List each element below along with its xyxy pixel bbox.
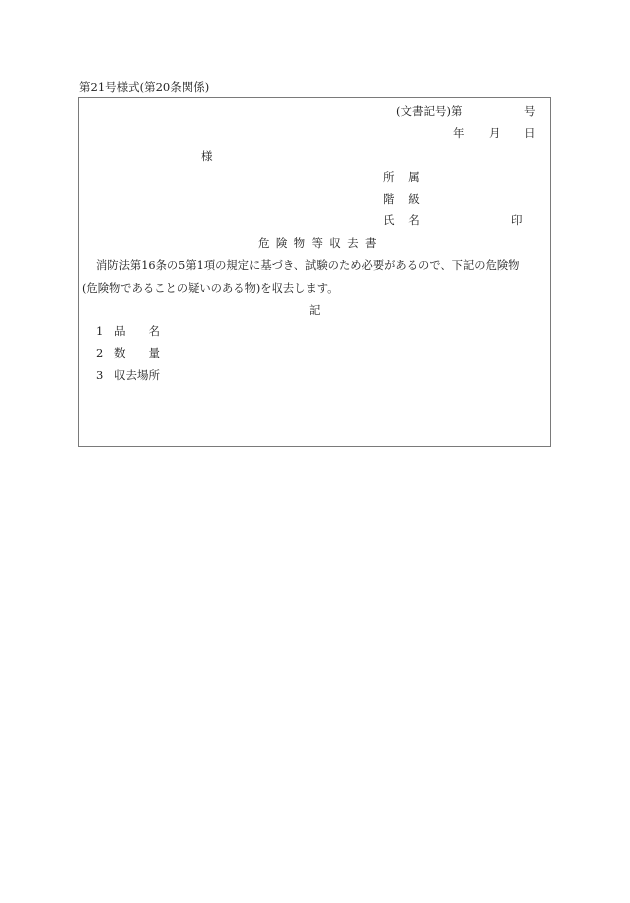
body-line-2: (危険物であることの疑いのある物)を収去します。 — [82, 282, 339, 295]
form-label: 第21号様式(第20条関係) — [79, 80, 210, 94]
body-line-1: 消防法第16条の5第1項の規定に基づき、試験のため必要があるので、下記の危険物 — [96, 259, 520, 272]
item-1-label: 品 名 — [114, 324, 160, 338]
affiliation-label: 所 属 — [383, 170, 421, 184]
rank-label: 階 級 — [383, 192, 421, 206]
date-month-label: 月 — [489, 126, 501, 140]
doc-number-suffix: 号 — [524, 104, 536, 118]
item-2-number: 2 — [96, 346, 104, 360]
seal-label: 印 — [511, 213, 523, 227]
date-year-label: 年 — [453, 126, 465, 140]
name-label: 氏 名 — [383, 213, 421, 227]
item-2-label: 数 量 — [114, 346, 160, 360]
record-heading: 記 — [309, 303, 321, 317]
item-1-number: 1 — [96, 324, 104, 338]
item-3-label: 収去場所 — [114, 368, 160, 382]
document-frame — [78, 97, 551, 447]
date-day-label: 日 — [524, 126, 536, 140]
addressee-honorific: 様 — [201, 149, 213, 163]
item-3-number: 3 — [96, 368, 104, 382]
document-title: 危険物等収去書 — [258, 236, 383, 250]
doc-number-prefix: (文書記号)第 — [396, 104, 463, 118]
